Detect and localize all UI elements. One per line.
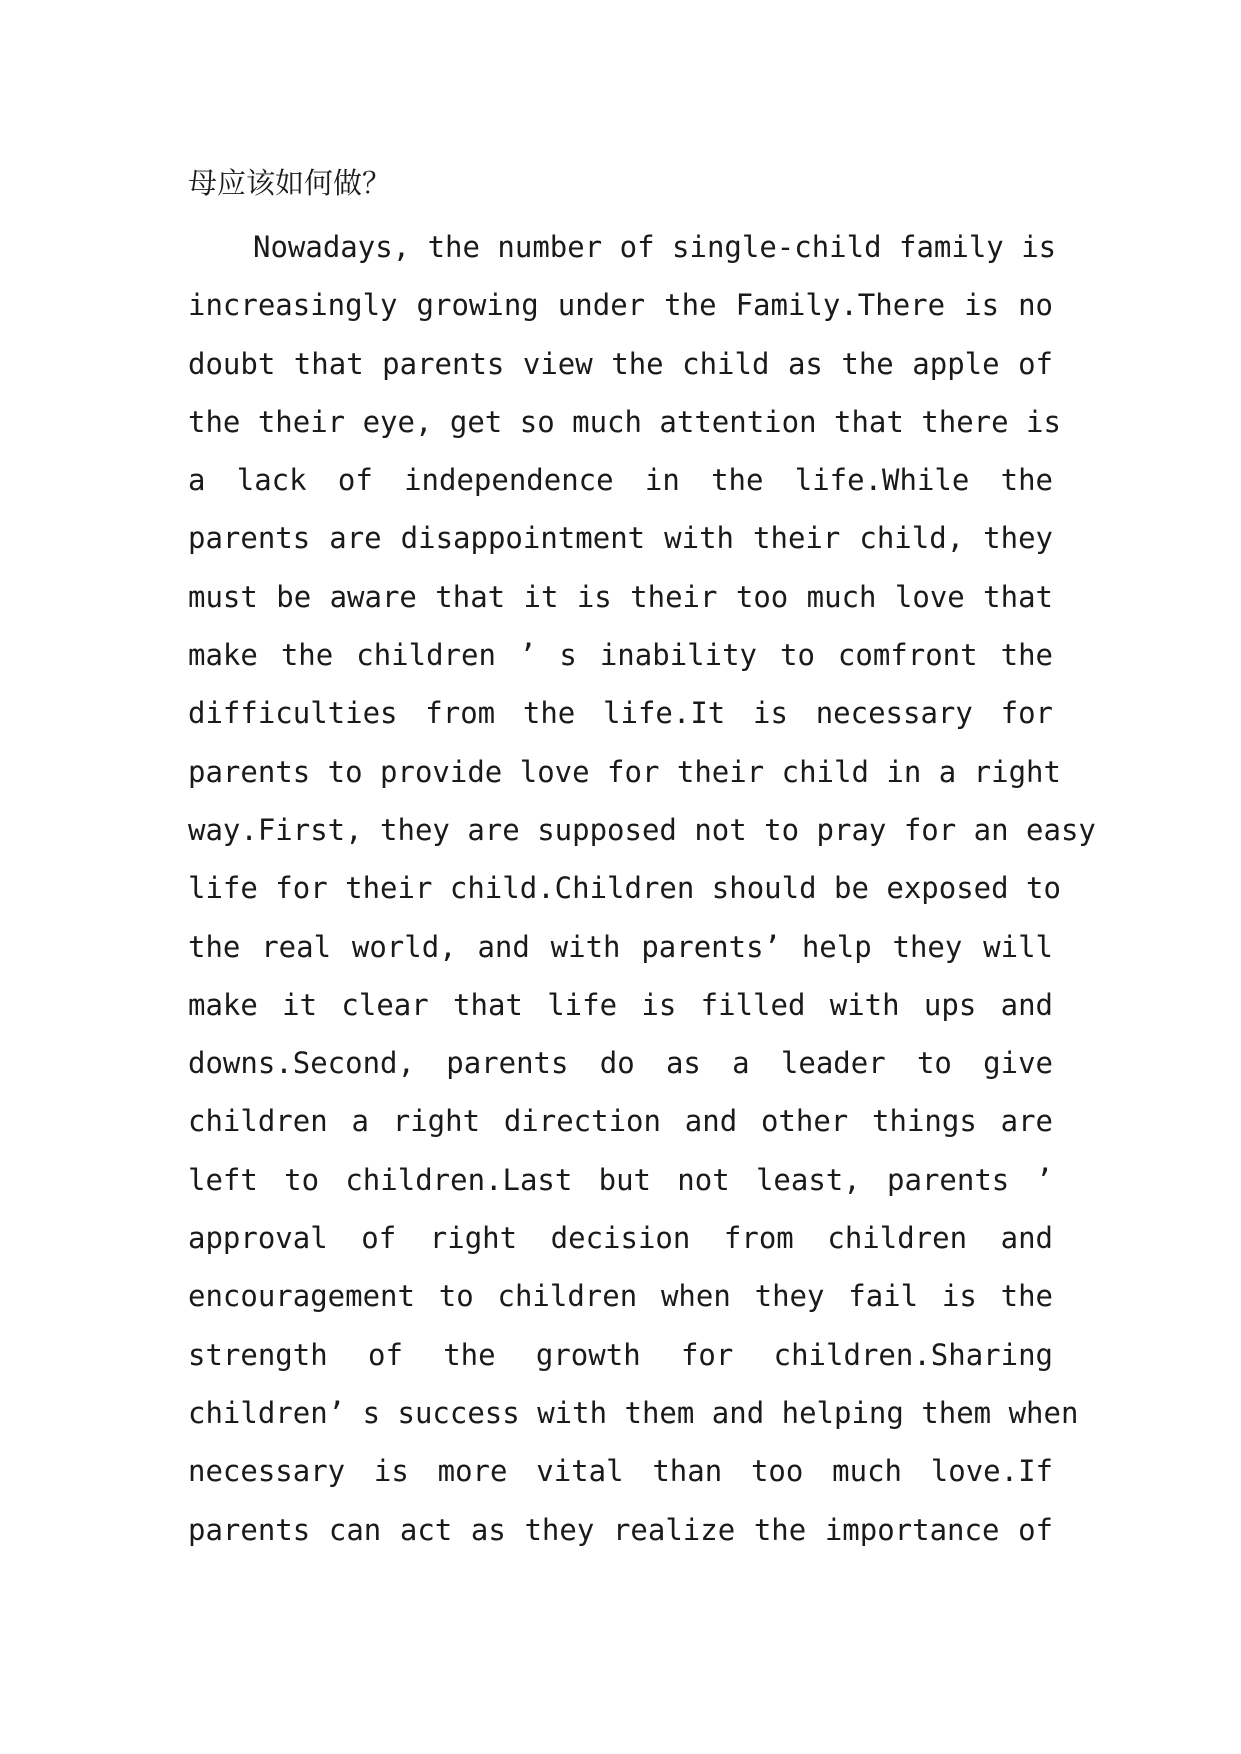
paragraph-line: parents can act as they realize the importance of — [188, 1512, 1053, 1547]
paragraph-line: must be aware that it is their too much love that — [188, 579, 1053, 614]
paragraph-line: children’ s success with them and helping them when — [188, 1395, 1079, 1430]
paragraph-line: make the children ’ s inability to comfront the — [188, 638, 1053, 673]
paragraph-line: approval of right decision from children and — [188, 1221, 1053, 1256]
paragraph-line: doubt that parents view the child as the apple of — [188, 346, 1053, 381]
essay-text — [188, 160, 1096, 1559]
paragraph-line: life for their child.Children should be exposed to — [188, 871, 1061, 906]
paragraph-line: the their eye, get so much attention that there is — [188, 404, 1061, 439]
paragraph-line: necessary is more vital than too much love.If — [188, 1454, 1053, 1489]
paragraph-line: parents are disappointment with their child, they — [188, 521, 1053, 556]
paragraph-line: a lack of independence in the life.While the — [188, 463, 1053, 498]
paragraph-line: left to children.Last but not least, parents ’ — [188, 1162, 1053, 1197]
paragraph-line: encouragement to children when they fail is the — [188, 1279, 1053, 1314]
paragraph-line: make it clear that life is filled with ups and — [188, 987, 1053, 1022]
heading-fragment: 母应该如何做？ — [188, 166, 392, 200]
paragraph-line: Nowadays, the number of single-child family is — [253, 230, 1057, 264]
paragraph-line: the real world, and with parents’ help they will — [188, 929, 1053, 964]
paragraph-line: increasingly growing under the Family.There is no — [188, 288, 1053, 323]
paragraph-line: downs.Second, parents do as a leader to give — [188, 1046, 1053, 1081]
paragraph-line: children a right direction and other things are — [188, 1104, 1053, 1139]
paragraph-line: difficulties from the life.It is necessary for — [188, 696, 1053, 731]
paragraph-line: parents to provide love for their child in a right — [188, 754, 1061, 789]
paragraph-line: strength of the growth for children.Sharing — [188, 1337, 1053, 1372]
paragraph-line: way.First, they are supposed not to pray for an easy — [188, 812, 1096, 847]
